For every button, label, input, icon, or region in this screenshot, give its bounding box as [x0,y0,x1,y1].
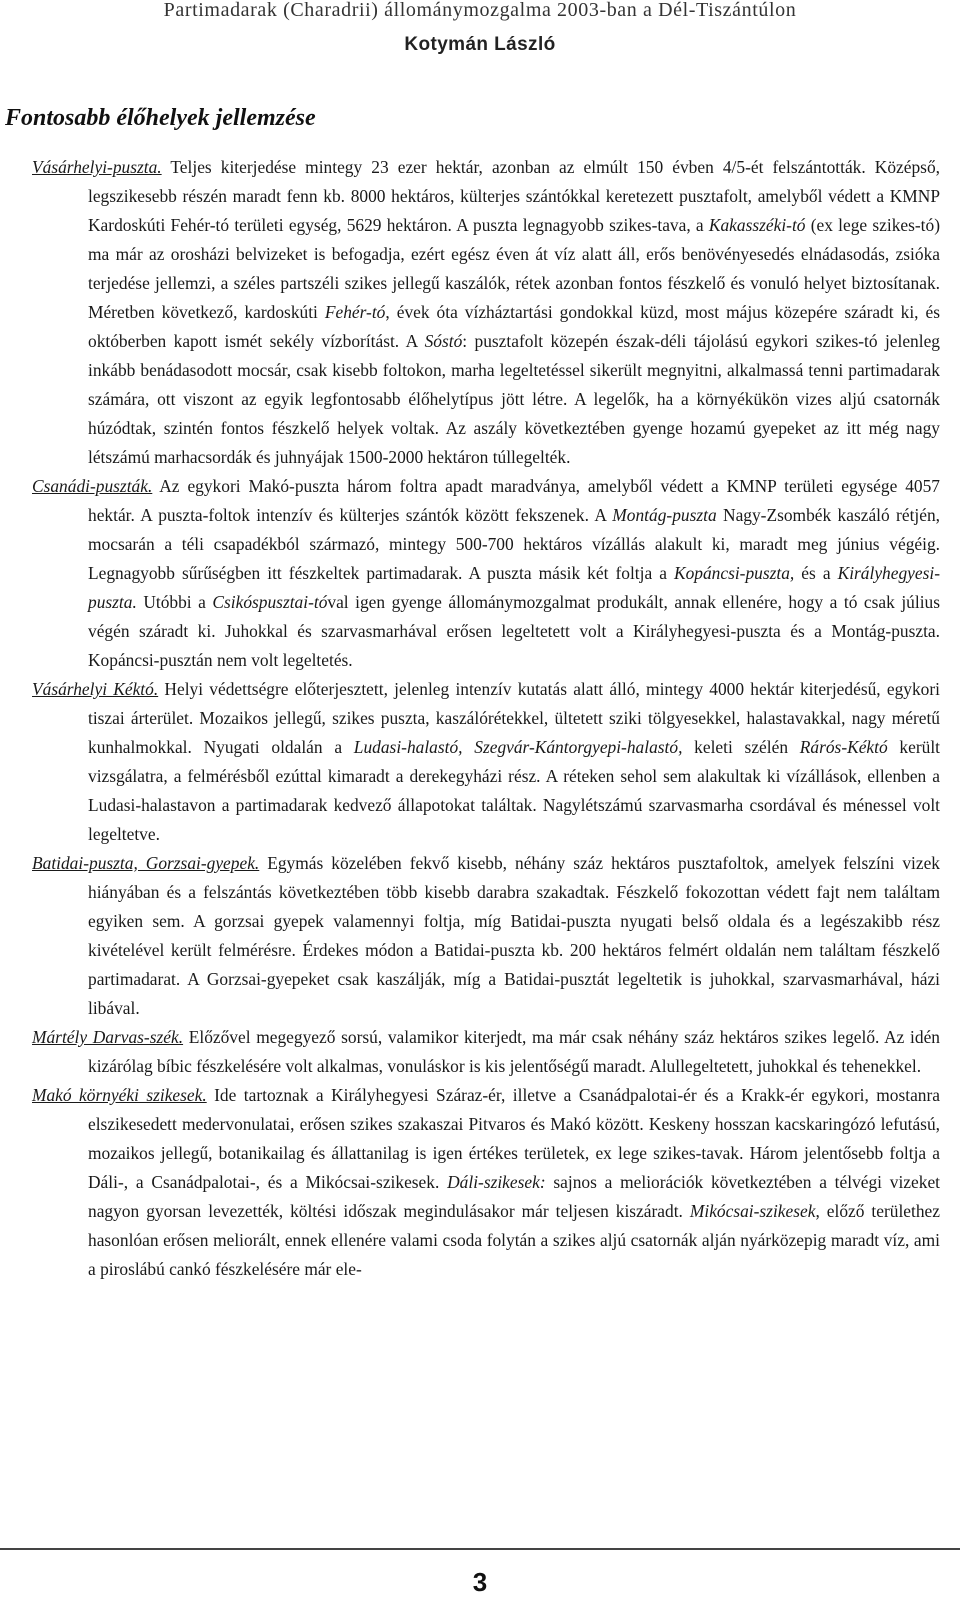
document-body [32,153,940,1284]
place-name-heading: Makó környéki szikesek. [32,1085,207,1105]
footer-divider [0,1548,960,1550]
place-name: Csikóspusztai-tó [212,592,328,612]
paragraph-text: keleti szélén [682,737,800,757]
place-name-heading: Csanádi-puszták. [32,476,153,496]
paragraph-text: , előző területhez hasonlóan erősen meliorált, ennek ellenére valami csoda folytán a szikes aljú csatornák alján nyárközepig maradt víz, ami a piroslábú cankó fészkelésére már ele- [88,1201,940,1279]
page-number: 3 [472,1567,488,1597]
place-name: Rárós-Kéktó [799,737,888,757]
section-heading: Fontosabb élőhelyek jellemzése [5,105,316,131]
paragraph-text: Ide tartoznak a Királyhegyesi Száraz-ér, illetve a Csanádpalotai-ér és a Krakk-ér egykori, mostanra elszikesedett medervonulatai, erősen szikes szakaszai Pitvaros és Makó között. Keskeny hosszan kacskaringózó lefutású, mozaikos jellegű, botanikailag és állattanilag is igen értékes területek, ex lege szikes-tavak. Három jelentősebb foltja a Dáli-, a Csanádpalotai-, és a Mikócsai-szikesek. [88,1085,941,1192]
place-name: Fehér-tó [324,302,386,322]
paragraph-vasarhelyi-puszta [32,153,940,472]
paragraph-mako-szikesek [32,1081,940,1284]
place-name-heading: Vásárhelyi-puszta. [32,157,162,177]
paragraph-text: és a [794,563,838,583]
paragraph-text: , évek óta vízháztartási gondokkal küzd, most május közepére száradt ki, és októberben kapott ismét sekély vízborítást. A [88,302,940,351]
place-name: Kakasszéki-tó [708,215,806,235]
place-name: Mikócsai-szikesek [689,1201,816,1221]
paragraph-batidai-gorzsai [32,849,940,1023]
paragraph-text: (ex lege szikes-tó) ma már az orosházi belvizeket is befogadja, ezért egész éven át víz alatt áll, erős benövényesedés elnádasodás, zsióka terjedése jellemzi, a széles partszéli szikes jellegű kaszálók, rétek azonban fontos fészkelő és vonuló helyet biztosítanak. Méretben következő, kardoskúti [88,215,941,322]
paragraph-vasarhelyi-kekto [32,675,940,849]
paragraph-text: val igen gyenge állománymozgalmat produkált, annak ellenére, hogy a tó csak július végén száradt ki. Juhokkal és szarvasmarhával erősen legeltetett volt a Királyhegyesi-puszta és a Montág-puszta. Kopáncsi-pusztán nem volt legeltetés. [88,592,940,670]
running-header-author: Kotymán László [404,34,556,55]
paragraph-text: Az egykori Makó-puszta három foltra apadt maradványa, amelyből védett a KMNP területi egysége 4057 hektár. A puszta-foltok intenzív és külterjes szántók között fekszenek. A [88,476,940,525]
paragraph-text: sajnos a meliorációk következtében a télvégi vizeket nagyon gyorsan levezették, költési időszak megindulásakor már teljesen kiszáradt. [88,1172,940,1221]
paragraph-text: Utóbbi a [136,592,213,612]
paragraph-text: Egymás közelében fekvő kisebb, néhány száz hektáros pusztafoltok, amelyek felszíni vizek hiányában és a felszántás következtében több kisebb darabra szakadtak. Fészkelő fokozottan védett fajt nem találtam egyiken sem. A gorzsai gyepek valamennyi foltja, míg Batidai-puszta nyugati belső oldala és a legészakibb rész kivételével került felmérésre. Érdekes módon a Batidai-puszta kb. 200 hektáros felmért oldalán nem találtam fészkelő partimadarat. A Gorzsai-gyepeket csak kaszálják, míg a Batidai-pusztát legeltetik is juhokkal, szarvasmarhával, házi libával. [88,853,940,1018]
place-name: Királyhegyesi-puszta. [88,563,940,612]
paragraph-martely-darvas-szek [32,1023,940,1081]
running-header-title: Partimadarak (Charadrii) állománymozgalma 2003-ban a Dél-Tiszántúlon [163,0,797,21]
paragraph-text: : pusztafolt közepén észak-déli tájolású egykori szikes-tó jelenleg inkább benádasodott mocsár, csak kisebb foltokon, marha legeltetéssel sikerült megnyitni, alkalmassá tenni partimadarak számára, ott viszont az egyik legfontosabb élőhelytípus jött létre. A legelők, ha a környékükön vizes aljú csatornák húzódtak, szintén fontos fészkelő helyek voltak. Az aszály következtében gyenge hozamú gyepeket az itt még nagy létszámú marhacsordák és juhnyájak 1500-2000 hektáron túllegelték. [88,331,941,467]
paragraph-text: Előzővel megegyező sorsú, valamikor kiterjedt, ma már csak néhány száz hektáros szikes legelő. Az idén kizárólag bíbic fészkelésére volt alkalmas, vonuláskor is kis jelentőségű maradt. Alullegeltetett, juhokkal és tehenekkel. [88,1027,940,1076]
paragraph-text: Teljes kiterjedése mintegy 23 ezer hektár, azonban az elmúlt 150 évben 4/5-ét felszántották. Középső, legszikesebb részén maradt fenn kb. 8000 hektáros, külterjes szántókkal keretezett pusztafolt, amelyből védett a KMNP Kardoskúti Fehér-tó területi egység, 5629 hektáron. A puszta legnagyobb szikes-tava, a [88,157,940,235]
paragraph-text: került vizsgálatra, a felmérésből ezúttal kimaradt a derekegyházi rész. A réteken sehol sem alakultak ki vízállások, ellenben a Ludasi-halastavon a partimadarak kedvező állapotokat találtak. Nagylétszámú szarvasmarha csordával és ménessel volt legeltetve. [88,737,940,844]
place-name-heading: Mártély Darvas-szék. [32,1027,184,1047]
place-name: Sóstó [424,331,463,351]
place-name-heading: Batidai-puszta, Gorzsai-gyepek. [32,853,260,873]
place-name-heading: Vásárhelyi Kéktó. [32,679,159,699]
place-name: Kopáncsi-puszta, [673,563,795,583]
paragraph-csanadi-pusztak [32,472,940,675]
place-name: Dáli-szikesek: [447,1172,546,1192]
paragraph-text: Helyi védettségre előterjesztett, jelenleg intenzív kutatás alatt álló, mintegy 4000 hektár kiterjedésű, egykori tiszai árterület. Mozaikos jellegű, szikes puszta, kaszálórétekkel, ültetett sziki tölgyesekkel, halastavakkal, nagy méretű kunhalmokkal. Nyugati oldalán a [88,679,940,757]
place-name: Ludasi-halastó, Szegvár-Kántorgyepi-halastó, [353,737,683,757]
place-name: Montág-puszta [612,505,717,525]
paragraph-text: Nagy-Zsombék kaszáló rétjén, mocsarán a téli csapadékból származó, mintegy 500-700 hektáros vízállás alakult ki, maradt meg június végéig. Legnagyobb sűrűségben itt fészkeltek partimadarak. A puszta másik két foltja a [88,505,940,583]
